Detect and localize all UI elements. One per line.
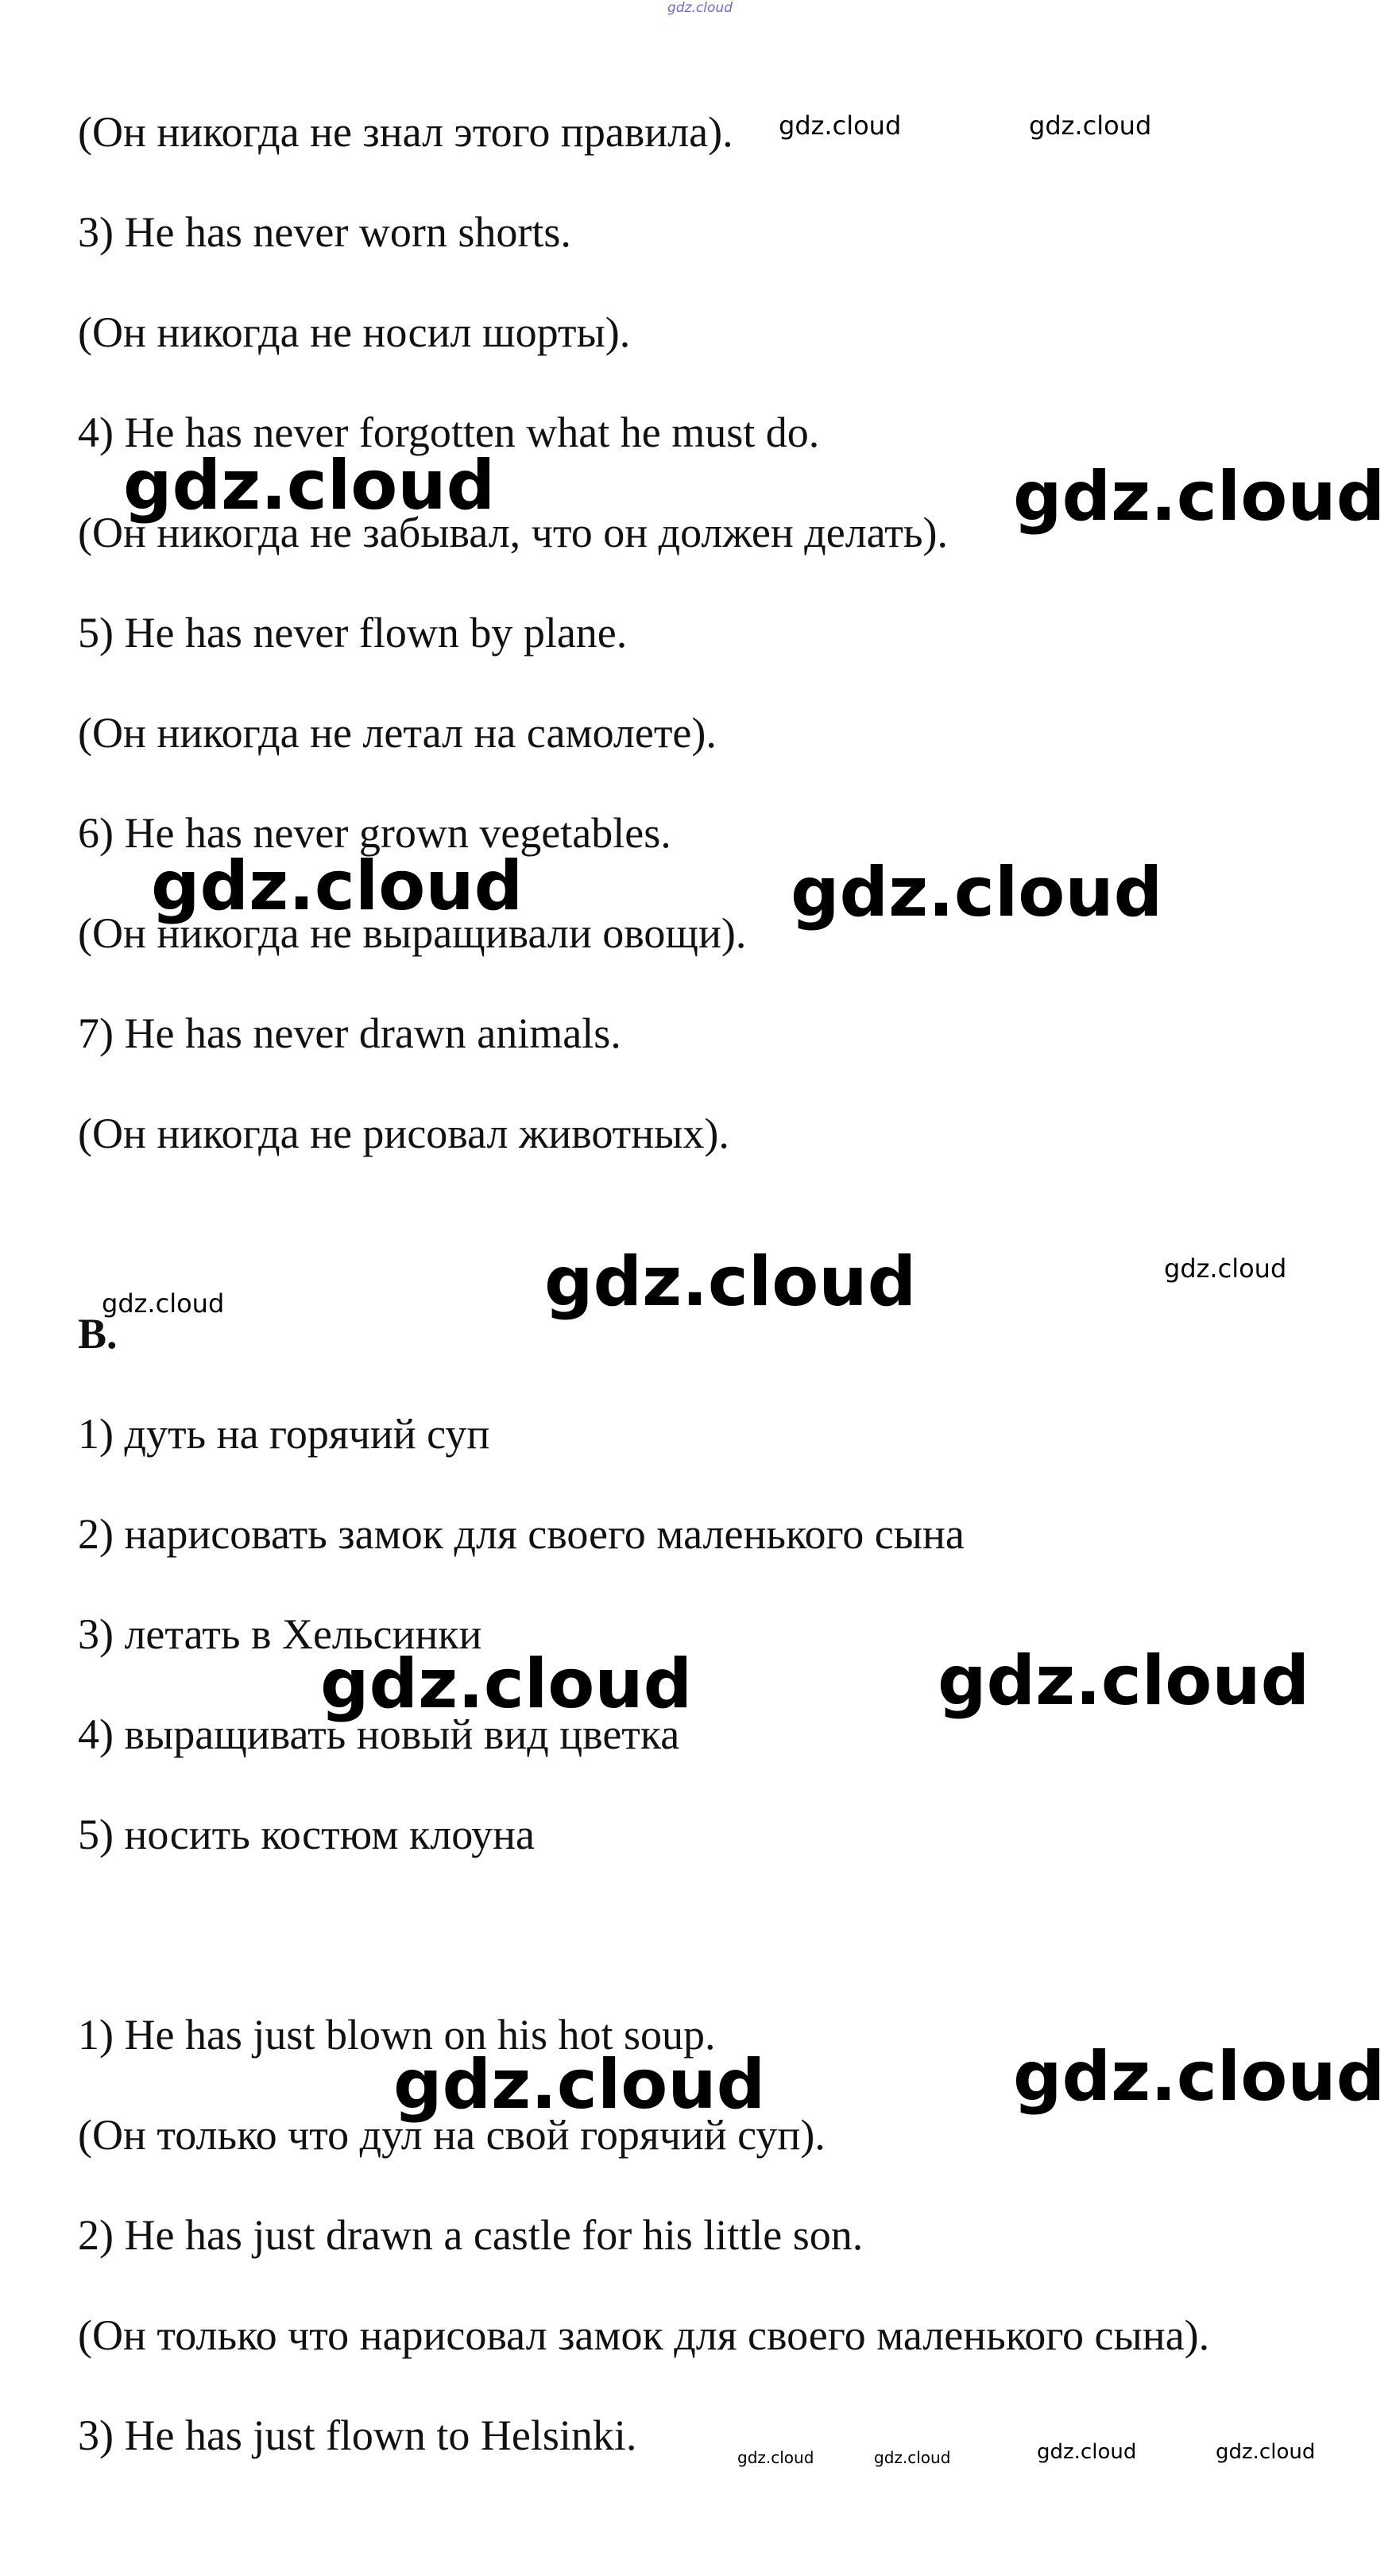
text-line: 2) He has just drawn a castle for his little son. [78, 2211, 864, 2259]
watermark: gdz.cloud [791, 853, 1163, 932]
watermark: gdz.cloud [1029, 110, 1152, 141]
watermark: gdz.cloud [779, 110, 902, 141]
text-line: 1) He has just blown on his hot soup. [78, 2011, 716, 2059]
text-line: (Он никогда не летал на самолете). [78, 709, 717, 757]
text-line: (Он никогда не рисовал животных). [78, 1110, 729, 1157]
text-line: (Он никогда не выращивали овощи). [78, 909, 747, 957]
watermark: gdz.cloud [102, 1288, 225, 1319]
section-heading: B. [78, 1310, 118, 1358]
text-line: (Он только что дул на свой горячий суп). [78, 2111, 826, 2159]
watermark: gdz.cloud [544, 1242, 917, 1322]
watermark: gdz.cloud [393, 2045, 766, 2125]
watermark: gdz.cloud [667, 0, 733, 16]
watermark: gdz.cloud [1013, 2037, 1386, 2117]
watermark: gdz.cloud [737, 2448, 814, 2467]
watermark: gdz.cloud [1013, 457, 1386, 537]
text-line: 6) He has never grown vegetables. [78, 809, 671, 857]
watermark: gdz.cloud [151, 846, 524, 926]
text-line: (Он никогда не знал этого правила). [78, 108, 733, 156]
text-line: 4) He has never forgotten what he must do. [78, 409, 820, 456]
watermark: gdz.cloud [1164, 1253, 1287, 1284]
text-line: (Он только что нарисовал замок для своего маленького сына). [78, 2311, 1210, 2359]
watermark: gdz.cloud [938, 1641, 1310, 1721]
watermark: gdz.cloud [320, 1644, 693, 1724]
text-line: 2) нарисовать замок для своего маленького сына [78, 1510, 965, 1558]
text-line: 3) He has never worn shorts. [78, 208, 571, 256]
watermark: gdz.cloud [1037, 2440, 1137, 2464]
text-line: (Он никогда не забывал, что он должен делать). [78, 509, 948, 556]
text-line: 1) дуть на горячий суп [78, 1410, 490, 1458]
text-line: 5) носить костюм клоуна [78, 1811, 536, 1858]
text-line: 4) выращивать новый вид цветка [78, 1710, 680, 1758]
text-line: 3) He has just flown to Helsinki. [78, 2411, 637, 2459]
watermark: gdz.cloud [874, 2448, 951, 2467]
text-line: (Он никогда не носил шорты). [78, 308, 631, 356]
text-line: 5) He has never flown by plane. [78, 609, 628, 657]
watermark: gdz.cloud [123, 446, 496, 525]
text-line: 7) He has never drawn animals. [78, 1009, 621, 1057]
watermark: gdz.cloud [1216, 2440, 1316, 2464]
text-line: 3) летать в Хельсинки [78, 1610, 482, 1658]
